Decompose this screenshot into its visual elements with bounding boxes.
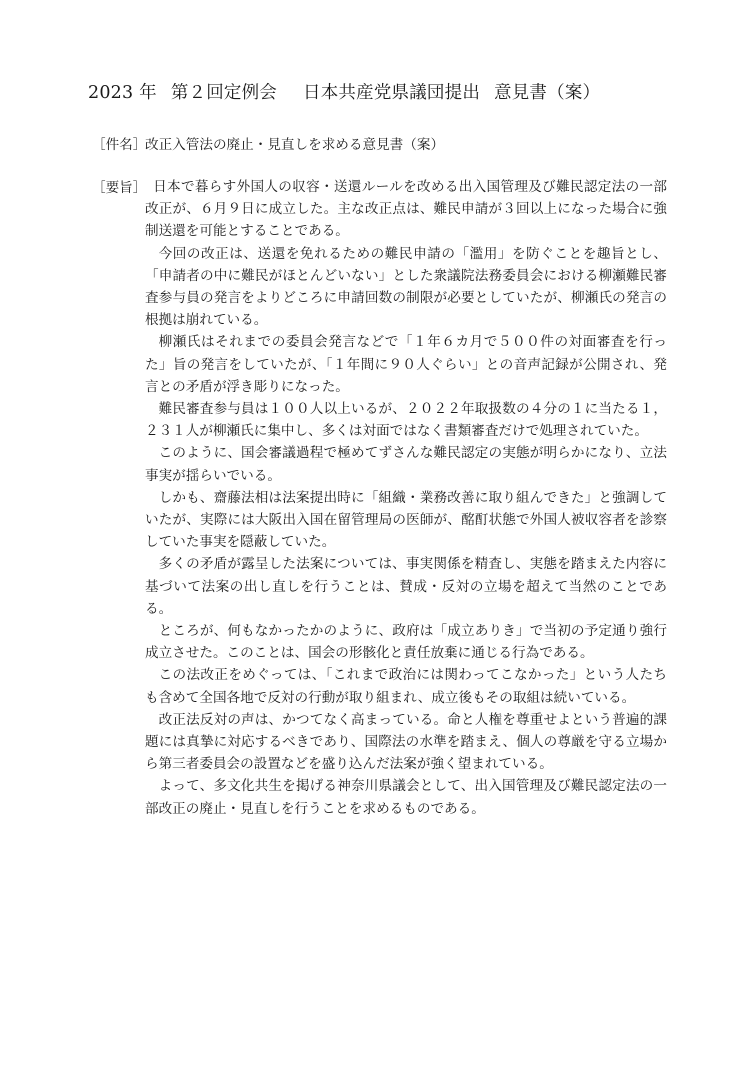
subject-label: ［件名］ (92, 137, 147, 153)
summary-body (145, 176, 667, 820)
summary-label: ［要旨］ (92, 180, 147, 196)
page-title (88, 79, 600, 104)
title-session: 第２回定例会 (170, 83, 278, 103)
summary-paragraph: この法改正をめぐっては、「これまで政治には関わってこなかった」という人たちも含めて全国各地で反対の行動が取り組まれ、成立後もその取組は続いている。 (145, 667, 667, 706)
summary-paragraph: 日本で暮らす外国人の収容・送還ルールを改める出入国管理及び難民認定法の一部改正が、６月９日に成立した。主な改正点は、難民申請が３回以上になった場合に強制送還を可能とすることである。 (145, 179, 667, 240)
title-doc-type: 意見書（案） (494, 83, 601, 103)
summary-paragraph: ところが、何もなかったかのように、政府は「成立ありき」で当初の予定通り強行成立させた。このことは、国会の形骸化と責任放棄に通じる行為である。 (145, 623, 667, 662)
summary-paragraph: しかも、齋藤法相は法案提出時に「組織・業務改善に取り組んできた」と強調していたが、実際には大阪出入国在留管理局の医師が、酩酊状態で外国人被収容者を診察していた事実を隠蔽していた。 (145, 489, 667, 551)
summary-paragraph: 多くの矛盾が露呈した法案については、事実関係を精査し、実態を踏まえた内容に基づいて法案の出し直しを行うことは、賛成・反対の立場を超えて当然のことである。 (145, 556, 667, 617)
summary-paragraph: よって、多文化共生を掲げる神奈川県議会として、出入国管理及び難民認定法の一部改正の廃止・見直しを行うことを求めるものである。 (145, 778, 667, 817)
title-year: 2023 年 (88, 83, 157, 103)
summary-paragraph: 柳瀬氏はそれまでの委員会発言などで「１年６カ月で５００件の対面審査を行った」旨の発言をしていたが、「１年間に９０人ぐらい」との音声記録が公開され、発言との矛盾が浮き彫りになった。 (145, 334, 667, 395)
summary-paragraph: 難民審査参与員は１００人以上いるが、２０２２年取扱数の４分の１に当たる１，２３１人が柳瀬氏に集中し、多くは対面ではなく書類審査だけで処理されていた。 (145, 401, 667, 440)
summary-paragraph: このように、国会審議過程で極めてずさんな難民認定の実態が明らかになり、立法事実が揺らいでいる。 (145, 445, 667, 484)
summary-paragraph: 改正法反対の声は、かつてなく高まっている。命と人権を尊重せよという普遍的課題には真摯に対応するべきであり、国際法の水準を踏まえ、個人の尊厳を守る立場から第三者委員会の設置などを盛り込んだ法案が強く望まれている。 (145, 711, 667, 773)
subject-text: 改正入管法の廃止・見直しを求める意見書（案） (145, 137, 445, 153)
title-submitter: 日本共産党県議団提出 (303, 83, 481, 103)
summary-paragraph: 今回の改正は、送還を免れるための難民申請の「濫用」を防ぐことを趣旨とし、「申請者の中に難民がほとんどいない」とした衆議院法務委員会における柳瀬難民審査参与員の発言をよりどころに申請回数の制限が必要としていたが、柳瀬氏の発言の根拠は崩れている。 (145, 245, 667, 329)
